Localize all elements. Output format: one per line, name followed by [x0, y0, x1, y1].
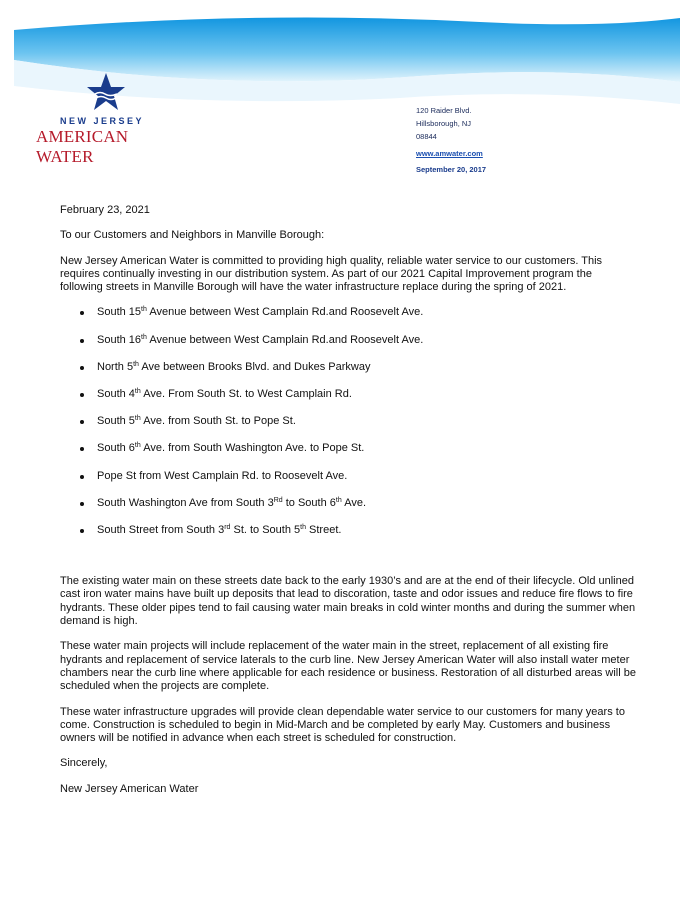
address-street: 120 Raider Blvd. [416, 106, 472, 115]
schedule-paragraph: These water infrastructure upgrades will provide clean dependable water service to our customers for many years to come. Construction is scheduled to begin in Mid-March and be completed by early May. Customers and business owners will be notified in advance when each street is scheduled for construction. [60, 705, 625, 745]
star-icon [86, 72, 126, 112]
address-city: Hillsborough, NJ [416, 119, 472, 128]
list-item: South Washington Ave from South 3Rd to South 6th Ave. [60, 497, 636, 524]
list-item: South 16th Avenue between West Camplain Rd.and Roosevelt Ave. [60, 334, 636, 361]
closing: Sincerely, [60, 757, 108, 770]
logo-line-new-jersey: NEW JERSEY [60, 116, 145, 126]
website-link[interactable]: www.amwater.com [416, 149, 483, 158]
list-item: South 6th Ave. from South Washington Ave. to Pope St. [60, 442, 636, 469]
letter-greeting: To our Customers and Neighbors in Manville Borough: [60, 229, 325, 242]
infrastructure-age-paragraph: The existing water main on these streets date back to the early 1930’s and are at the end of their lifecycle. Old unlined cast iron water mains have built up deposits that lead to discoration, taste and odor issues and reduce fire flows to fire hydrants. These older pipes tend to fail causing water main breaks in cold winter months and during the summer when demand is high. [60, 575, 636, 628]
project-scope-paragraph: These water main projects will include replacement of the water main in the street, replacement of all existing fire hydrants and replacement of service laterals to the curb line. New Jersey American Water will also install water meter chambers near the curb line where applicable for each residence or business. Restoration of all disturbed areas will be scheduled when the projects are complete. [60, 640, 636, 693]
signature: New Jersey American Water [60, 782, 199, 795]
letterhead-date: September 20, 2017 [416, 165, 487, 174]
company-logo [36, 72, 186, 166]
intro-paragraph: New Jersey American Water is committed to providing high quality, reliable water service to our customers. This requires continually investing in our distribution system. As part of our 2021 Capital Improvement program the following streets in Manville Borough will have the water infrastructure replace during the spring of 2021. [60, 254, 603, 294]
list-item: South 5th Ave. from South St. to Pope St. [60, 415, 636, 442]
list-item: South Street from South 3rd St. to South 5th Street. [60, 524, 636, 551]
list-item: Pope St from West Camplain Rd. to Roosevelt Ave. [60, 470, 636, 497]
street-list [60, 306, 636, 551]
list-item: South 4th Ave. From South St. to West Camplain Rd. [60, 388, 636, 415]
logo-line-american-water: AMERICAN WATER [36, 127, 129, 166]
letter-body [60, 204, 636, 808]
address-zip: 08844 [416, 132, 437, 141]
company-address-block [416, 104, 486, 176]
list-item: North 5th Ave between Brooks Blvd. and Dukes Parkway [60, 361, 636, 388]
list-item: South 15th Avenue between West Camplain Rd.and Roosevelt Ave. [60, 306, 636, 333]
letter-date: February 23, 2021 [60, 204, 150, 216]
